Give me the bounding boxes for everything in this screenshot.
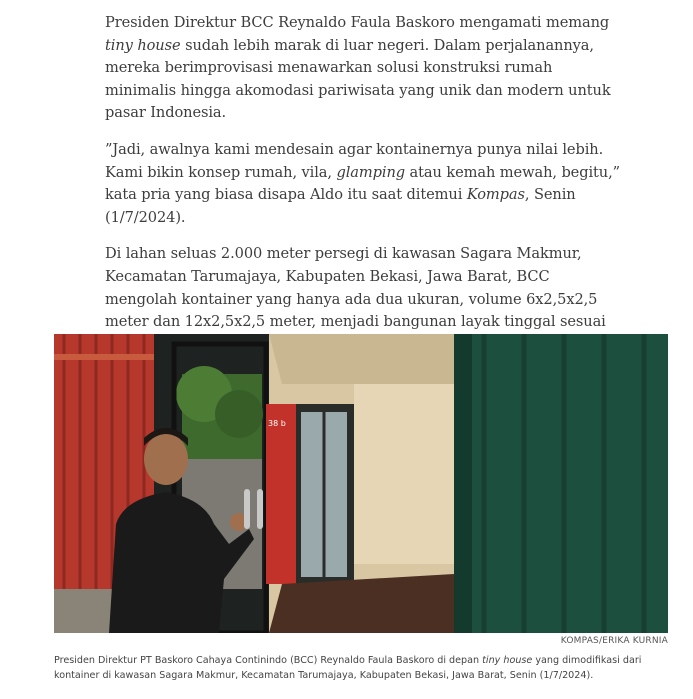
red-container-rail [54,354,154,360]
article-photo [54,334,668,633]
interior-back-wall [354,384,454,564]
paragraph-1-text-c: sudah lebih marak di luar negeri. Dalam perjalanannya, mereka berimprovisasi menawarkan solusi konstruksi rumah minimalis hingga akomodasi pariwisata yang unik dan modern untuk pasar Indonesia. [105,36,611,122]
photo-illustration [54,334,668,633]
red-container-far [266,404,296,584]
interior-ceiling [269,334,469,384]
paragraph-2 [105,139,625,229]
caption-text-c: yang dimodifikasi dari kontainer di kawasan Sagara Makmur, Kecamatan Tarumajaya, Kabupaten Bekasi, Jawa Barat, Senin (1/7/2024). [54,655,642,681]
door-sign-label: 38 b [268,419,286,428]
paragraph-1 [105,12,625,125]
green-door-edge [454,334,472,633]
paragraph-1-italic-tiny-house: tiny house [105,36,181,54]
person-face [144,433,188,485]
tree-foliage-2 [215,390,263,438]
paragraph-2-text-c: atau kemah mewah, begitu,” kata pria yang biasa disapa Aldo itu saat ditemui [105,163,620,204]
paragraph-3: Di lahan seluas 2.000 meter persegi di kawasan Sagara Makmur, Kecamatan Tarumajaya, Kabupaten Bekasi, Jawa Barat, BCC mengolah kontainer yang hanya ada dua ukuran, volume 6x2,5x2,5 meter dan 12x2,5x2,5 meter, menjadi bangunan layak tinggal sesuai [105,245,606,331]
caption-italic-tiny-house: tiny house [482,655,533,666]
door-handle [244,489,250,529]
photo-caption [54,653,674,683]
paragraph-2-italic-kompas: Kompas [466,186,525,204]
paragraph-2-text-a: ”Jadi, awalnya kami mendesain agar kontainernya punya nilai lebih. Kami bikin konsep rumah, vila, [105,140,604,181]
door-handle-2 [257,489,263,529]
paragraph-2-text-e: , Senin (1/7/2024). [105,186,576,226]
paragraph-1-text-a: Presiden Direktur BCC Reynaldo Faula Baskoro mengamati memang [105,14,610,31]
paragraph-2-italic-glamping: glamping [336,163,405,181]
caption-text-a: Presiden Direktur PT Baskoro Cahaya Continindo (BCC) Reynaldo Faula Baskoro di depan [54,655,483,666]
photo-credit: KOMPAS/ERIKA KURNIA [560,636,668,646]
